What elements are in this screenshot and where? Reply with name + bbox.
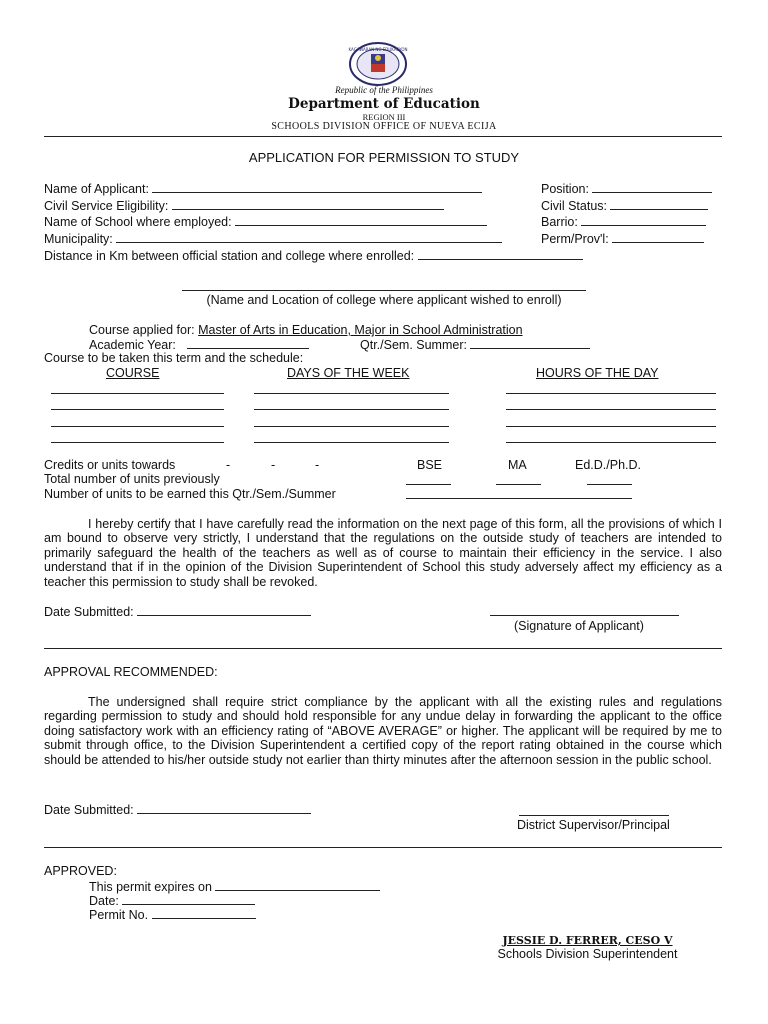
province-label: Perm/Prov'l: xyxy=(541,232,609,246)
section-divider xyxy=(44,847,722,848)
permit-expires-label: This permit expires on xyxy=(89,880,212,894)
schedule-days-line[interactable] xyxy=(254,442,449,443)
academic-year-label: Academic Year: xyxy=(89,338,176,352)
edd-label: Ed.D./Ph.D. xyxy=(575,458,641,472)
schedule-days-line[interactable] xyxy=(254,409,449,410)
date-submitted-field[interactable] xyxy=(44,604,311,620)
bse-label: BSE xyxy=(417,458,443,472)
schedule-hours-line[interactable] xyxy=(506,409,716,410)
credits-towards-label: Credits or units towards xyxy=(44,458,176,472)
supervisor-signature-line[interactable] xyxy=(519,815,669,816)
approved-date-label: Date: xyxy=(89,894,119,908)
eligibility-field[interactable] xyxy=(44,198,444,214)
credits-dash: - xyxy=(226,458,231,472)
approved-heading: APPROVED: xyxy=(44,864,117,878)
school-label: Name of School where employed: xyxy=(44,215,232,229)
division-office-text: SCHOOLS DIVISION OFFICE OF NUEVA ECIJA xyxy=(271,121,497,132)
credits-dash: - xyxy=(315,458,320,472)
qtr-sem-label: Qtr./Sem. Summer: xyxy=(360,338,467,352)
units-earned-label: Number of units to be earned this Qtr./Sem./Summer xyxy=(44,487,336,501)
municipality-field[interactable] xyxy=(44,231,502,247)
college-caption: (Name and Location of college where applicant wished to enroll) xyxy=(206,293,562,307)
schedule-hours-line[interactable] xyxy=(506,393,716,394)
section-divider xyxy=(44,648,722,649)
units-earned-line[interactable] xyxy=(406,498,632,499)
superintendent-title: Schools Division Superintendent xyxy=(497,947,678,961)
form-title: APPLICATION FOR PERMISSION TO STUDY xyxy=(248,150,520,165)
applicant-signature-line[interactable] xyxy=(490,615,679,616)
approval-recommended-heading: APPROVAL RECOMMENDED: xyxy=(44,665,218,679)
schedule-course-line[interactable] xyxy=(51,442,224,443)
schedule-label: Course to be taken this term and the schedule: xyxy=(44,351,304,365)
college-line[interactable] xyxy=(182,290,586,291)
recommend-date-label: Date Submitted: xyxy=(44,803,134,817)
municipality-label: Municipality: xyxy=(44,232,113,246)
department-name: Department of Education xyxy=(288,96,480,112)
total-edd-line[interactable] xyxy=(587,484,632,485)
superintendent-name: JESSIE D. FERRER, CESO V xyxy=(502,934,673,947)
ma-label: MA xyxy=(508,458,527,472)
supervisor-caption: District Supervisor/Principal xyxy=(517,818,670,832)
deped-seal-logo xyxy=(347,42,409,86)
schedule-course-line[interactable] xyxy=(51,393,224,394)
permit-number-field[interactable] xyxy=(89,907,256,923)
col-hours-header: HOURS OF THE DAY xyxy=(536,366,659,380)
qtr-sem-field[interactable] xyxy=(360,337,590,353)
course-applied-label: Course applied for: xyxy=(89,323,195,337)
province-field[interactable] xyxy=(541,231,704,247)
course-applied-value[interactable]: Master of Arts in Education, Major in School Administration xyxy=(198,323,523,337)
schedule-days-line[interactable] xyxy=(254,393,449,394)
total-bse-line[interactable] xyxy=(406,484,451,485)
col-days-header: DAYS OF THE WEEK xyxy=(287,366,410,380)
header-divider xyxy=(44,136,722,137)
republic-text: Republic of the Philippines xyxy=(335,85,433,95)
barrio-label: Barrio: xyxy=(541,215,578,229)
position-field[interactable] xyxy=(541,181,712,197)
recommend-date-field[interactable] xyxy=(44,802,311,818)
schedule-course-line[interactable] xyxy=(51,409,224,410)
total-units-label: Total number of units previously xyxy=(44,472,220,486)
school-field[interactable] xyxy=(44,214,487,230)
civil-status-label: Civil Status: xyxy=(541,199,607,213)
region-text: REGION III xyxy=(362,112,406,122)
schedule-course-line[interactable] xyxy=(51,426,224,427)
date-submitted-label: Date Submitted: xyxy=(44,605,134,619)
approval-recommended-paragraph: The undersigned shall require strict compliance by the applicant with all the existing rules and regulations regarding permission to study and should hold responsible for any undue delay in forwarding the applicant to the office doing satisfactory work with an efficiency rating of “ABOVE AVERAGE” or higher. The applicant will be required by me to submit through office, to the Division Superintendent a certified copy of the report rating obtained in the course which should be attended to his/her outside study not earlier than thirty minutes after the afternoon session in the public school. xyxy=(44,695,722,767)
eligibility-label: Civil Service Eligibility: xyxy=(44,199,169,213)
signature-caption: (Signature of Applicant) xyxy=(514,619,644,633)
certification-paragraph: I hereby certify that I have carefully read the information on the next page of this form, all the provisions of which I am bound to observe very strictly, I understand that the regulations on the outside study of teachers are intended to primarily safeguard the health of the teachers as well as of course to maintain their efficiency in the service. I also understand that if in the opinion of the Division Superintendent of School this study adversely affect my efficiency as a teacher this permission to study shall be revoked. xyxy=(44,517,722,589)
applicant-name-label: Name of Applicant: xyxy=(44,182,149,196)
distance-field[interactable] xyxy=(44,248,583,264)
position-label: Position: xyxy=(541,182,589,196)
col-course-header: COURSE xyxy=(106,366,160,380)
permit-number-label: Permit No. xyxy=(89,908,149,922)
credits-dash: - xyxy=(271,458,276,472)
distance-label: Distance in Km between official station and college where enrolled: xyxy=(44,249,415,263)
total-ma-line[interactable] xyxy=(496,484,541,485)
svg-text:KAGAWARAN NG EDUKASYON: KAGAWARAN NG EDUKASYON xyxy=(348,47,408,52)
schedule-hours-line[interactable] xyxy=(506,426,716,427)
schedule-hours-line[interactable] xyxy=(506,442,716,443)
barrio-field[interactable] xyxy=(541,214,706,230)
schedule-days-line[interactable] xyxy=(254,426,449,427)
course-applied-row xyxy=(89,323,523,338)
applicant-name-field[interactable] xyxy=(44,181,482,197)
civil-status-field[interactable] xyxy=(541,198,708,214)
